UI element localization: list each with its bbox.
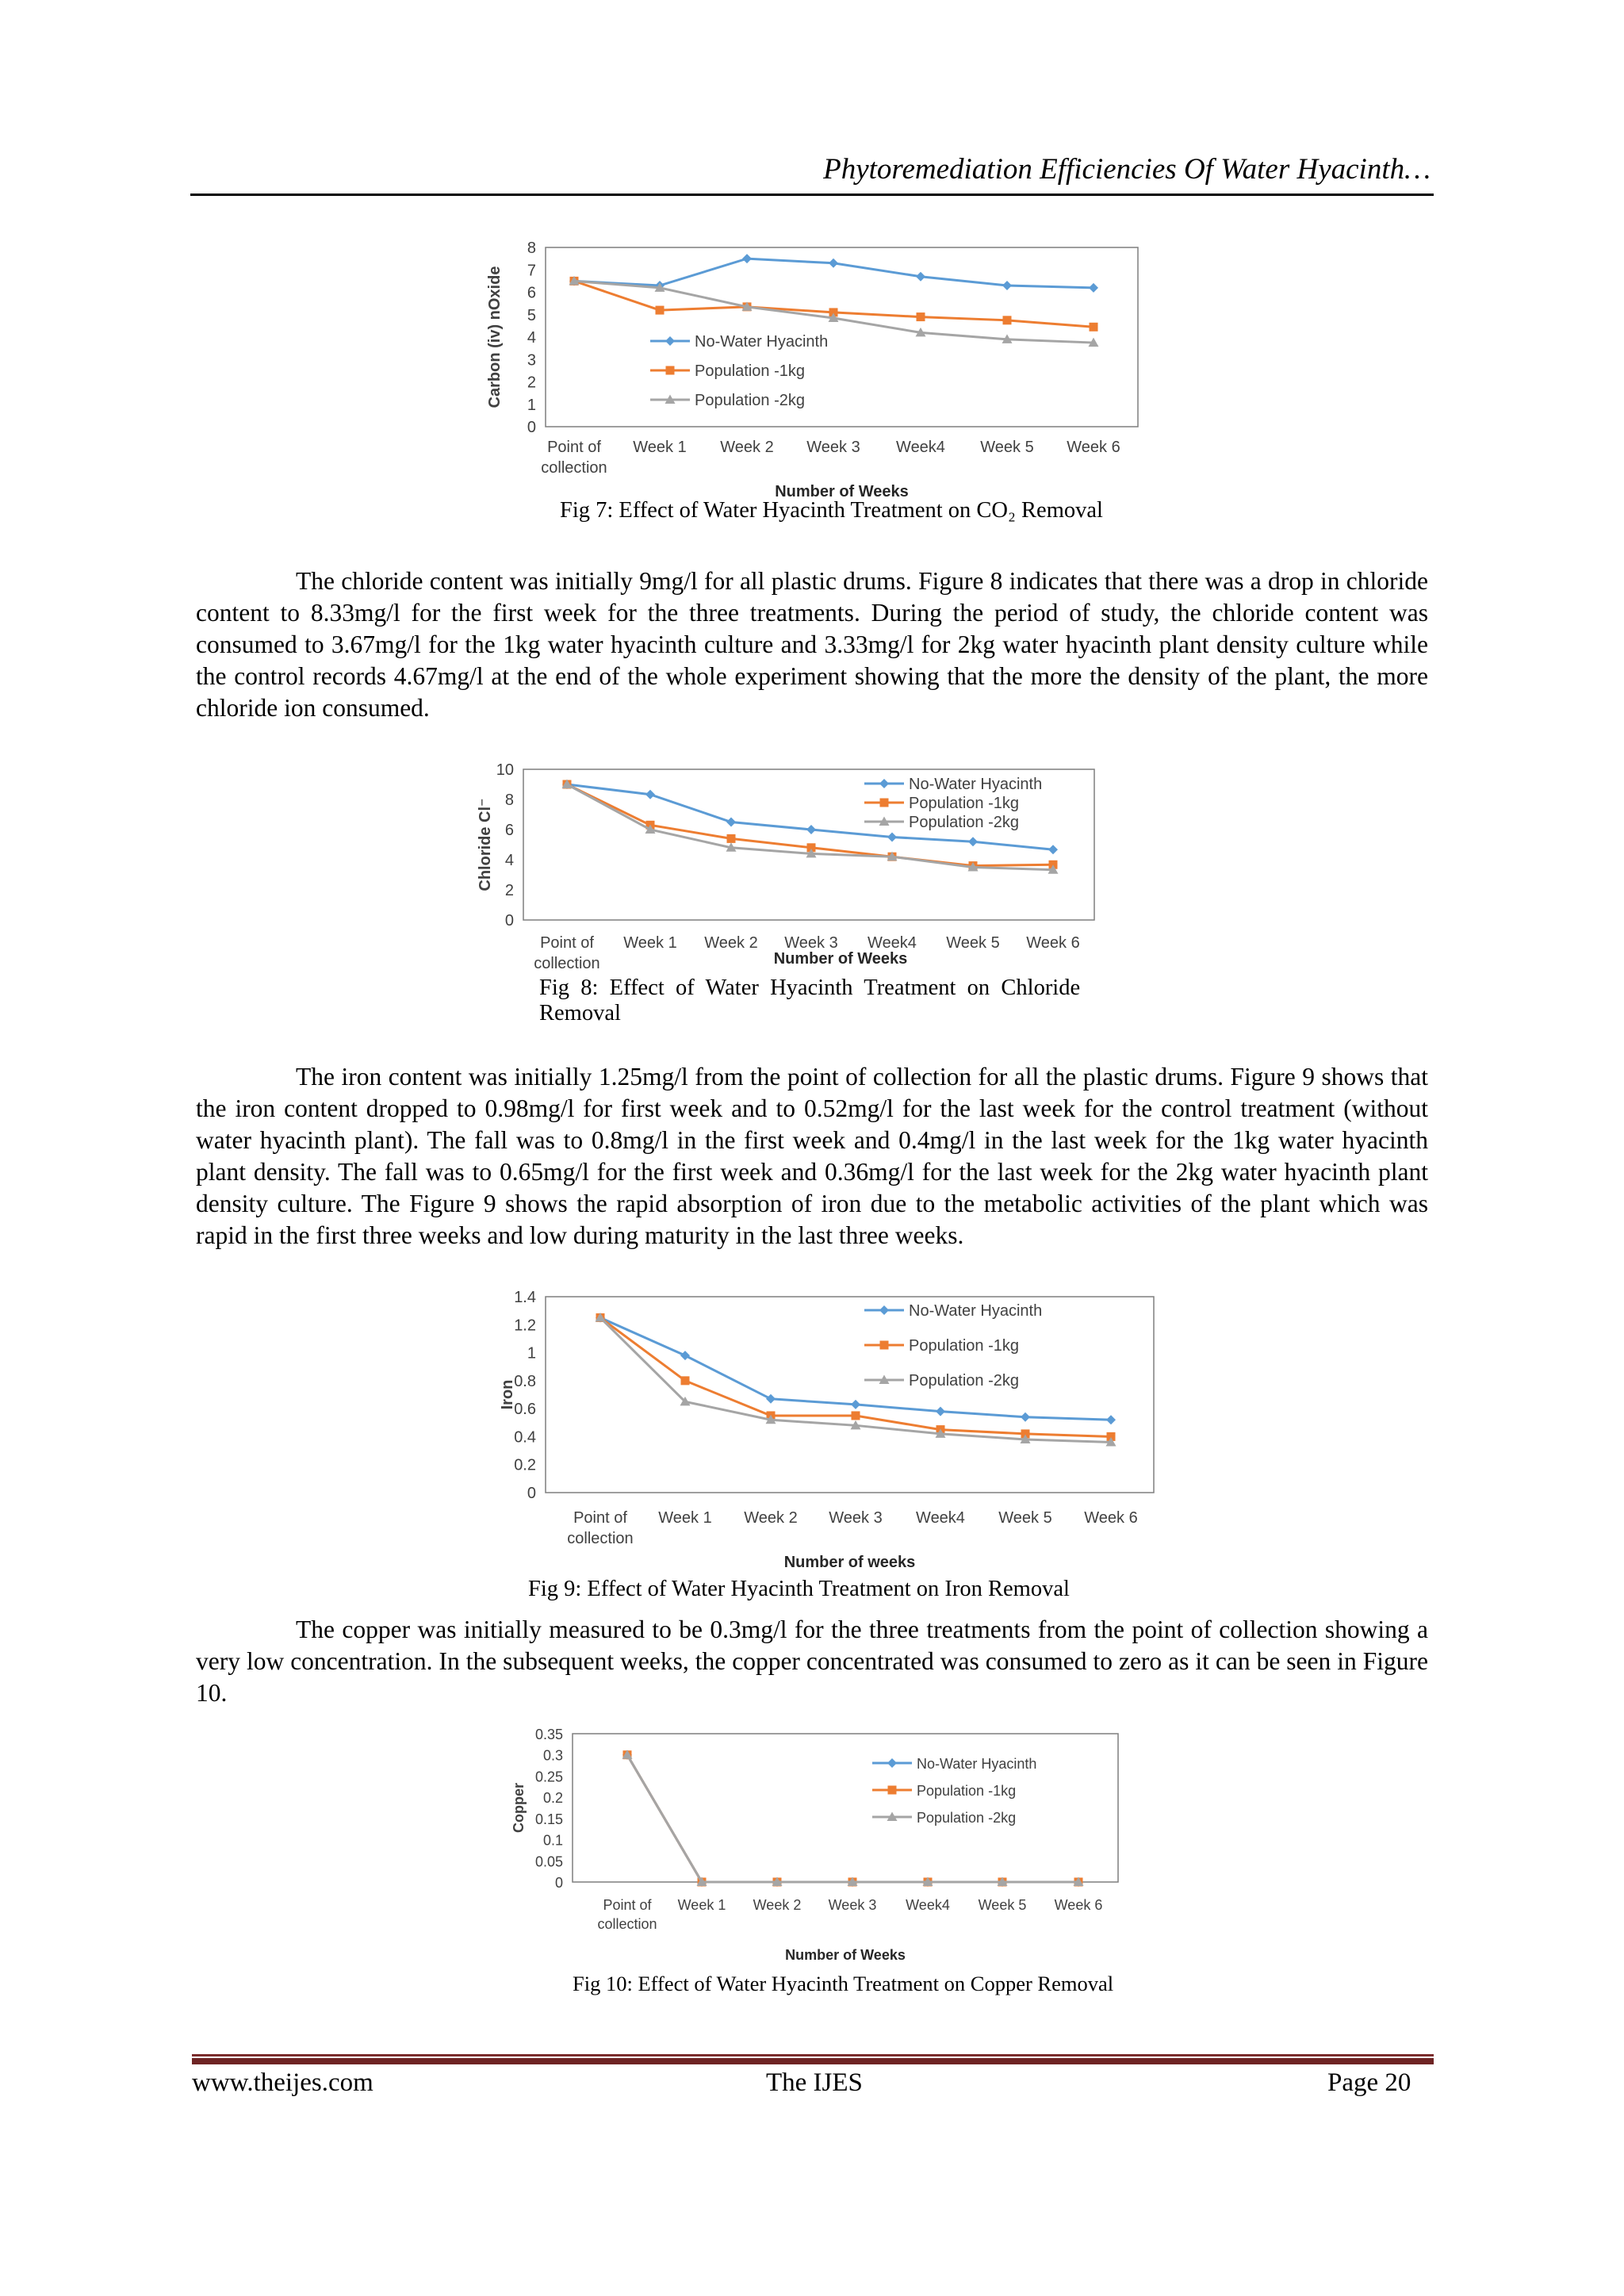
y-tick-label: 5	[527, 306, 536, 324]
x-tick-label: collection	[567, 1530, 634, 1547]
x-tick-label: Week4	[896, 439, 945, 456]
x-tick-label: Week 1	[633, 439, 687, 456]
y-tick-label: 1.2	[514, 1317, 536, 1335]
y-tick-label: 0	[504, 912, 514, 930]
y-tick-label: 0	[527, 1485, 536, 1502]
x-tick-label: collection	[541, 459, 607, 477]
running-title: Phytoremediation Efficiencies Of Water Hyacinth…	[823, 153, 1431, 186]
x-tick-label: Week 2	[744, 1509, 798, 1527]
fig9-svg	[476, 1285, 1158, 1574]
fig7-chart	[476, 238, 1158, 508]
x-axis-label: Number of Weeks	[775, 483, 909, 500]
legend-marker	[879, 779, 889, 788]
y-axis-label: Copper	[511, 1783, 527, 1833]
x-tick-label: Week4	[916, 1509, 965, 1527]
legend-label: No-Water Hyacinth	[909, 776, 1043, 793]
footer-journal: The IJES	[766, 2068, 863, 2097]
y-axis-label: Iron	[499, 1379, 516, 1410]
legend-label: No-Water Hyacinth	[695, 333, 829, 351]
series-3	[596, 1313, 1116, 1447]
legend-marker	[888, 1786, 897, 1795]
data-point	[917, 312, 925, 321]
data-point	[1002, 281, 1012, 290]
x-tick-label: Week 3	[829, 1509, 883, 1527]
legend-label: Population -1kg	[917, 1783, 1017, 1799]
x-tick-label: Week4	[868, 934, 917, 952]
legend-label: Population -1kg	[909, 795, 1019, 812]
y-tick-label: 0.25	[534, 1769, 563, 1785]
legend-label: Population -2kg	[917, 1810, 1017, 1826]
paragraph-chloride	[196, 565, 1428, 724]
legend-label: Population -1kg	[909, 1337, 1019, 1355]
x-tick-label: Week 5	[978, 1897, 1027, 1913]
y-tick-label: 0.2	[514, 1456, 536, 1474]
data-point	[806, 825, 816, 834]
data-point	[680, 1351, 690, 1360]
y-tick-label: 0	[527, 419, 536, 436]
data-point	[726, 818, 736, 827]
x-tick-label: Point of	[540, 934, 594, 952]
data-point	[766, 1394, 776, 1404]
running-header	[190, 152, 1434, 196]
plot-frame	[546, 1297, 1154, 1493]
paragraph-iron	[196, 1061, 1428, 1251]
y-tick-label: 0.05	[534, 1853, 563, 1870]
x-tick-label: Week 5	[980, 439, 1034, 456]
footer-rule-thin	[192, 2054, 1434, 2056]
y-tick-label: 0.6	[514, 1401, 536, 1419]
y-tick-label: 1.4	[514, 1289, 536, 1306]
y-tick-label: 1	[527, 396, 536, 414]
x-tick-label: Week 1	[658, 1509, 712, 1527]
y-tick-label: 8	[527, 240, 536, 257]
data-point	[645, 790, 655, 799]
data-point	[1021, 1412, 1030, 1422]
x-tick-label: collection	[597, 1916, 657, 1932]
data-point	[887, 833, 897, 842]
x-tick-label: Week 6	[1067, 439, 1120, 456]
y-tick-label: 0.35	[534, 1727, 563, 1742]
legend-marker	[880, 1341, 889, 1350]
x-tick-label: Week 3	[784, 934, 838, 952]
y-tick-label: 0.4	[514, 1428, 536, 1447]
data-point	[968, 837, 978, 846]
paragraph-chloride-text: The chloride content was initially 9mg/l for all plastic drums. Figure 8 indicates that there was a drop in chloride content to 8.33mg/l for the first week for the three treatments. During the period of study, the chloride content was consumed to 3.67mg/l for the 1kg water hyacinth culture and 3.33mg/l for 2kg water hyacinth plant density culture while the control records 4.67mg/l at the end of the whole experiment showing that the more the density of the plant, the more chloride ion consumed.	[196, 567, 1428, 722]
x-axis-label: Number of weeks	[783, 1554, 916, 1571]
legend-marker	[666, 366, 675, 375]
data-point	[1090, 323, 1098, 332]
x-tick-label: Week 3	[806, 439, 860, 456]
x-tick-label: Week 5	[946, 934, 1000, 952]
paragraph-copper-text: The copper was initially measured to be 0.3mg/l for the three treatments from the point of collection showing a very low concentration. In the subsequent weeks, the copper concentrated was consumed to zero as it can be seen in Figure 10.	[196, 1616, 1428, 1707]
x-tick-label: Week 2	[720, 439, 774, 456]
y-tick-label: 8	[504, 792, 514, 809]
data-point	[1003, 316, 1012, 324]
data-point	[681, 1376, 690, 1385]
x-tick-label: Week 2	[753, 1897, 802, 1913]
data-point	[852, 1411, 860, 1420]
data-point	[829, 259, 838, 268]
fig8-svg	[476, 757, 1158, 973]
legend-marker	[887, 1758, 897, 1768]
legend-label: Population -2kg	[909, 1372, 1019, 1389]
y-tick-label: 0.1	[542, 1832, 563, 1849]
paragraph-copper	[196, 1614, 1428, 1709]
fig8-caption-line1: Fig 8: Effect of Water Hyacinth Treatment on Chloride	[539, 976, 1081, 1000]
footer-page-number: Page 20	[1327, 2068, 1411, 2097]
data-point	[742, 254, 752, 263]
fig10-caption: Fig 10: Effect of Water Hyacinth Treatment on Copper Removal	[573, 1972, 1114, 1995]
y-axis-label: Carbon (iv) nOxide	[486, 266, 504, 408]
legend-marker	[665, 336, 675, 346]
data-point	[727, 834, 736, 843]
fig8-caption-line2: Removal	[539, 1001, 621, 1025]
y-tick-label: 0.3	[542, 1747, 563, 1764]
data-point	[1106, 1415, 1116, 1424]
x-tick-label: Week4	[906, 1897, 950, 1913]
fig9-chart	[476, 1285, 1158, 1574]
y-tick-label: 4	[527, 329, 536, 347]
fig8-chart	[476, 757, 1158, 973]
x-axis-label: Number of Weeks	[785, 1947, 906, 1963]
x-tick-label: Week 6	[1026, 934, 1080, 952]
y-tick-label: 6	[504, 822, 514, 839]
legend-label: Population -1kg	[695, 362, 805, 380]
x-tick-label: Week 6	[1054, 1897, 1103, 1913]
fig10-chart	[476, 1719, 1158, 1973]
x-tick-label: Week 1	[623, 934, 677, 952]
x-tick-label: Point of	[603, 1897, 652, 1913]
x-tick-label: collection	[534, 955, 600, 972]
paragraph-iron-text: The iron content was initially 1.25mg/l from the point of collection for all the plastic drums. Figure 9 shows that the iron content dropped to 0.98mg/l for first week and to 0.52mg/l for the last week for the control treatment (without water hyacinth plant). The fall was to 0.8mg/l in the first week and 0.4mg/l in the last week for the 1kg water hyacinth plant density. The fall was to 0.65mg/l for the first week and 0.36mg/l for the last week for the 2kg water hyacinth plant density culture. The Figure 9 shows the rapid absorption of iron due to the metabolic activities of the plant which was rapid in the first three weeks and low during maturity in the last three weeks.	[196, 1063, 1428, 1249]
footer-website: www.theijes.com	[192, 2068, 373, 2097]
y-tick-label: 0.2	[542, 1790, 563, 1807]
fig8-caption	[539, 976, 1158, 1026]
plot-frame	[546, 247, 1138, 427]
y-tick-label: 0	[554, 1875, 563, 1891]
legend-marker	[879, 1305, 889, 1315]
series-1	[596, 1313, 1116, 1424]
data-point	[1089, 283, 1098, 293]
fig7-svg	[476, 238, 1158, 508]
x-tick-label: Point of	[547, 439, 601, 456]
y-tick-label: 7	[527, 262, 536, 280]
x-tick-label: Point of	[573, 1509, 627, 1527]
x-tick-label: Week 5	[998, 1509, 1052, 1527]
data-point	[1048, 845, 1058, 854]
fig10-svg	[476, 1719, 1158, 1973]
data-point	[851, 1400, 860, 1409]
legend-label: No-Water Hyacinth	[909, 1302, 1043, 1320]
footer-rule-thick	[192, 2058, 1434, 2064]
legend-label: Population -2kg	[909, 814, 1019, 831]
legend-marker	[880, 799, 889, 807]
x-tick-label: Week 2	[704, 934, 758, 952]
x-tick-label: Week 1	[677, 1897, 726, 1913]
y-tick-label: 0.15	[534, 1811, 563, 1827]
y-tick-label: 10	[496, 761, 514, 779]
x-axis-label: Number of Weeks	[773, 950, 908, 968]
y-tick-label: 2	[504, 882, 514, 899]
y-tick-label: 2	[527, 374, 536, 392]
x-tick-label: Week 6	[1084, 1509, 1138, 1527]
fig9-caption: Fig 9: Effect of Water Hyacinth Treatment on Iron Removal	[528, 1577, 1070, 1601]
fig7-caption: Fig 7: Effect of Water Hyacinth Treatment on CO₂ Removal	[560, 498, 1103, 523]
data-point	[656, 306, 665, 315]
y-tick-label: 1	[527, 1344, 536, 1363]
y-axis-label: Chloride Cl⁻	[477, 798, 494, 891]
y-tick-label: 6	[527, 284, 536, 302]
data-point	[936, 1407, 945, 1416]
legend-label: Population -2kg	[695, 392, 805, 409]
legend-label: No-Water Hyacinth	[917, 1756, 1037, 1772]
y-tick-label: 4	[504, 852, 514, 869]
y-tick-label: 3	[527, 351, 536, 370]
y-tick-label: 0.8	[514, 1372, 536, 1390]
x-tick-label: Week 3	[828, 1897, 877, 1913]
data-point	[916, 272, 925, 282]
